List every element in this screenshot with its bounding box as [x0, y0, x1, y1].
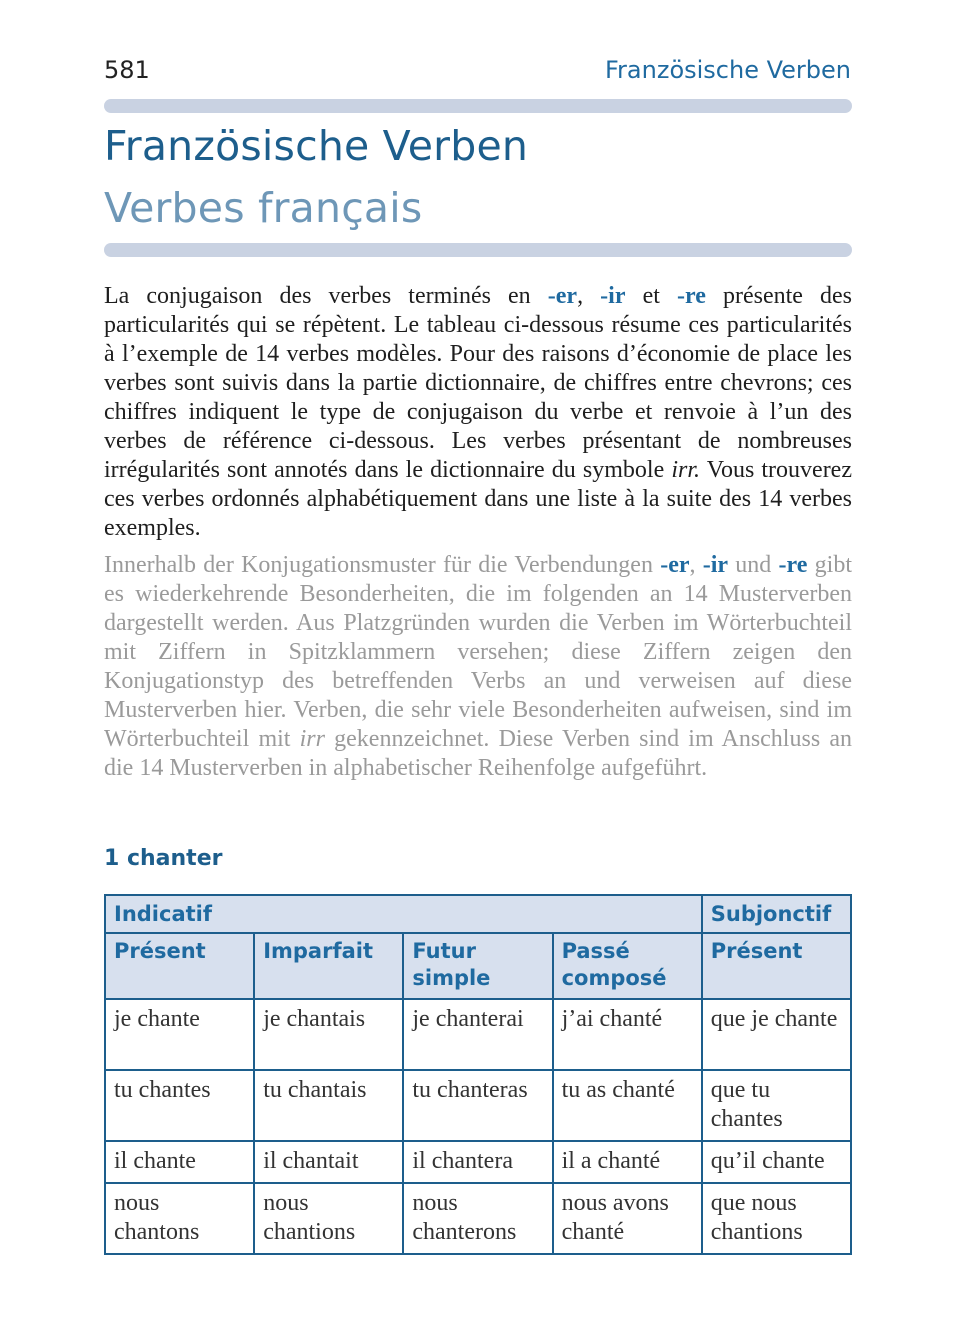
- intro-fr-text-2: présente des particularités qui se répètent. Le tableau ci-dessous résume ces particularités à l’exemple de 14 verbes modèles. Pour des raisons d’économie de place les verbes sont suivis dans la partie dictionnaire, de chiffres entre chevrons; ces chiffres indiquent le type de conjugaison du verbe et renvoie à l’un des verbes de référence ci-dessous. Les verbes présentant de nombreuses irrégularités sont annotés dans le dictionnaire du symbole: [104, 283, 853, 483]
- page-number: 581: [104, 56, 150, 84]
- table-cell: tu chantes: [105, 1070, 254, 1141]
- table-cell: nous avons chanté: [553, 1183, 702, 1254]
- intro-fr-comma: ,: [577, 283, 601, 309]
- suffix-er: -er: [547, 283, 578, 309]
- suffix-er-de: -er: [660, 552, 690, 578]
- irr-symbol: irr.: [671, 457, 701, 483]
- table-row: [105, 1183, 851, 1254]
- intro-fr-et: et: [625, 283, 677, 309]
- table-cell: que nous chantions: [702, 1183, 851, 1254]
- section-heading: 1 chanter: [104, 846, 223, 871]
- table-cell: nous chanterons: [403, 1183, 552, 1254]
- table-cell: que tu chantes: [702, 1070, 851, 1141]
- intro-fr-text-3: Vous trouverez ces verbes ordonnés alphabétiquement dans une liste à la suite des 14 verbes exemples.: [104, 457, 852, 541]
- table-cell: il chantera: [403, 1141, 552, 1183]
- running-head: Französische Verben: [605, 56, 851, 84]
- table-cell: je chanterai: [403, 999, 552, 1070]
- intro-de-und: und: [728, 552, 779, 578]
- table-column-header-row: [105, 933, 851, 999]
- column-header: Présent: [702, 933, 851, 999]
- table-cell: je chantais: [254, 999, 403, 1070]
- intro-paragraph-french: [104, 282, 852, 543]
- table-cell: je chante: [105, 999, 254, 1070]
- suffix-re-de: -re: [778, 552, 808, 578]
- table-cell: il a chanté: [553, 1141, 702, 1183]
- suffix-ir: -ir: [600, 283, 626, 309]
- table-cell: nous chantons: [105, 1183, 254, 1254]
- intro-fr-text-1: La conjugaison des verbes terminés en: [104, 283, 548, 309]
- table-cell: nous chantions: [254, 1183, 403, 1254]
- suffix-re: -re: [677, 283, 706, 309]
- table-row: [105, 999, 851, 1070]
- table-group-header-row: [105, 895, 851, 933]
- column-header: Passé composé: [553, 933, 702, 999]
- page-title-french: Verbes français: [104, 184, 423, 232]
- top-divider: [104, 99, 852, 113]
- table-row: [105, 1141, 851, 1183]
- suffix-ir-de: -ir: [702, 552, 729, 578]
- intro-paragraph-german: [104, 551, 852, 783]
- table-cell: il chantait: [254, 1141, 403, 1183]
- table-cell: que je chante: [702, 999, 851, 1070]
- intro-de-text-1: Innerhalb der Konjugationsmuster für die Verbendungen: [104, 552, 661, 578]
- irr-symbol-de: irr: [299, 726, 325, 752]
- table-cell: qu’il chante: [702, 1141, 851, 1183]
- intro-de-text-2: gibt es wiederkehrende Besonderheiten, die im folgenden an 14 Musterverben dargestellt werden. Aus Platzgründen wurden die Verben im Wörterbuchteil mit Ziffern in Spitzklammern versehen; diese Ziffern zeigen den Konjugationstyp des betreffenden Verbs an und verweisen auf diese Musterverben hier. Verben, die sehr viele Besonderheiten aufweisen, sind im Wörterbuchteil mit: [104, 552, 852, 752]
- group-header-subjonctif: Subjonctif: [702, 895, 851, 933]
- column-header: Futur simple: [403, 933, 552, 999]
- intro-de-comma: ,: [689, 552, 703, 578]
- column-header: Imparfait: [254, 933, 403, 999]
- group-header-indicatif: Indicatif: [105, 895, 702, 933]
- conjugation-table: [104, 894, 852, 1255]
- page-title-german: Französische Verben: [104, 122, 529, 170]
- table-cell: tu chanteras: [403, 1070, 552, 1141]
- table-cell: j’ai chanté: [553, 999, 702, 1070]
- table-cell: tu as chanté: [553, 1070, 702, 1141]
- table-cell: il chante: [105, 1141, 254, 1183]
- table-cell: tu chantais: [254, 1070, 403, 1141]
- table-row: [105, 1070, 851, 1141]
- column-header: Présent: [105, 933, 254, 999]
- intro-de-text-3: gekennzeichnet. Diese Verben sind im Anschluss an die 14 Musterverben in alphabetischer Reihenfolge aufgeführt.: [104, 726, 852, 781]
- title-divider: [104, 243, 852, 257]
